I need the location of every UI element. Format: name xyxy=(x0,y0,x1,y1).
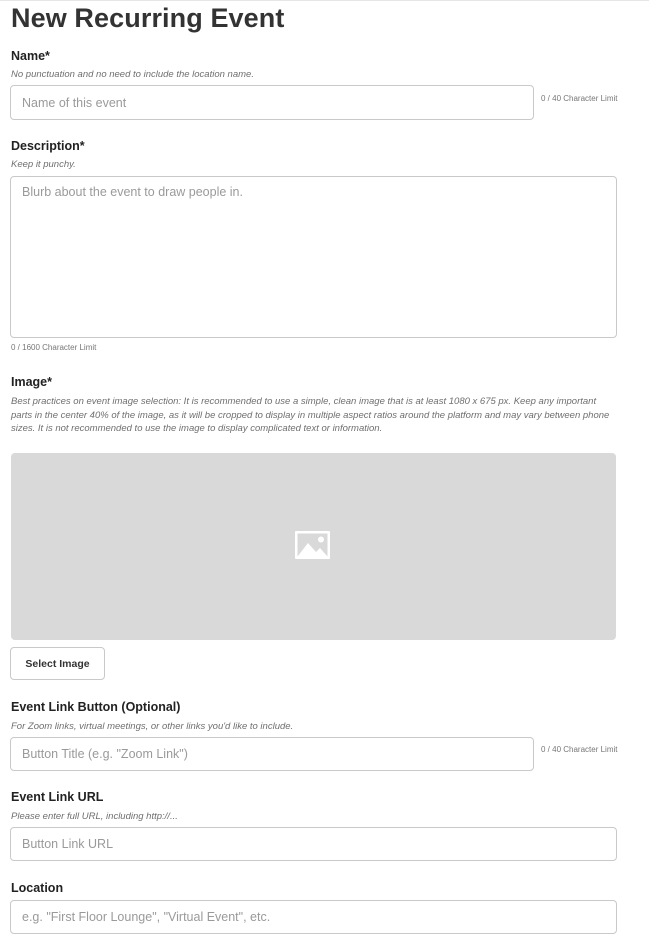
description-textarea[interactable] xyxy=(10,176,617,338)
event-link-url-input[interactable] xyxy=(10,827,617,861)
event-link-button-char-counter: 0 / 40 Character Limit xyxy=(541,745,618,754)
name-hint: No punctuation and no need to include the location name. xyxy=(11,69,254,80)
location-input[interactable] xyxy=(10,900,617,934)
description-label: Description* xyxy=(11,139,85,153)
event-link-button-title-input[interactable] xyxy=(10,737,534,771)
description-char-counter: 0 / 1600 Character Limit xyxy=(11,343,97,352)
description-hint: Keep it punchy. xyxy=(11,159,76,170)
event-link-button-label: Event Link Button (Optional) xyxy=(11,700,181,714)
event-link-url-hint: Please enter full URL, including http://... xyxy=(11,811,178,822)
image-hint: Best practices on event image selection: It is recommended to use a simple, clean image that is at least 1080 x 675 px. Keep any important parts in the center 40% of the image, as it will be cropped to display in multiple aspect ratios around the platform and may vary between phone sizes. It is not recommended to use the image to display complicated text or information. xyxy=(11,396,610,434)
image-label: Image* xyxy=(11,375,52,389)
event-link-url-label: Event Link URL xyxy=(11,790,104,804)
top-divider xyxy=(0,0,649,1)
name-input[interactable] xyxy=(10,85,534,120)
location-label: Location xyxy=(11,881,64,895)
select-image-button[interactable]: Select Image xyxy=(10,647,105,680)
image-preview-area[interactable] xyxy=(11,453,616,640)
image-placeholder-icon xyxy=(294,530,331,560)
name-char-counter: 0 / 40 Character Limit xyxy=(541,94,618,103)
event-link-button-hint: For Zoom links, virtual meetings, or other links you'd like to include. xyxy=(11,721,294,732)
name-label: Name* xyxy=(11,49,50,63)
page-title: New Recurring Event xyxy=(11,3,285,33)
